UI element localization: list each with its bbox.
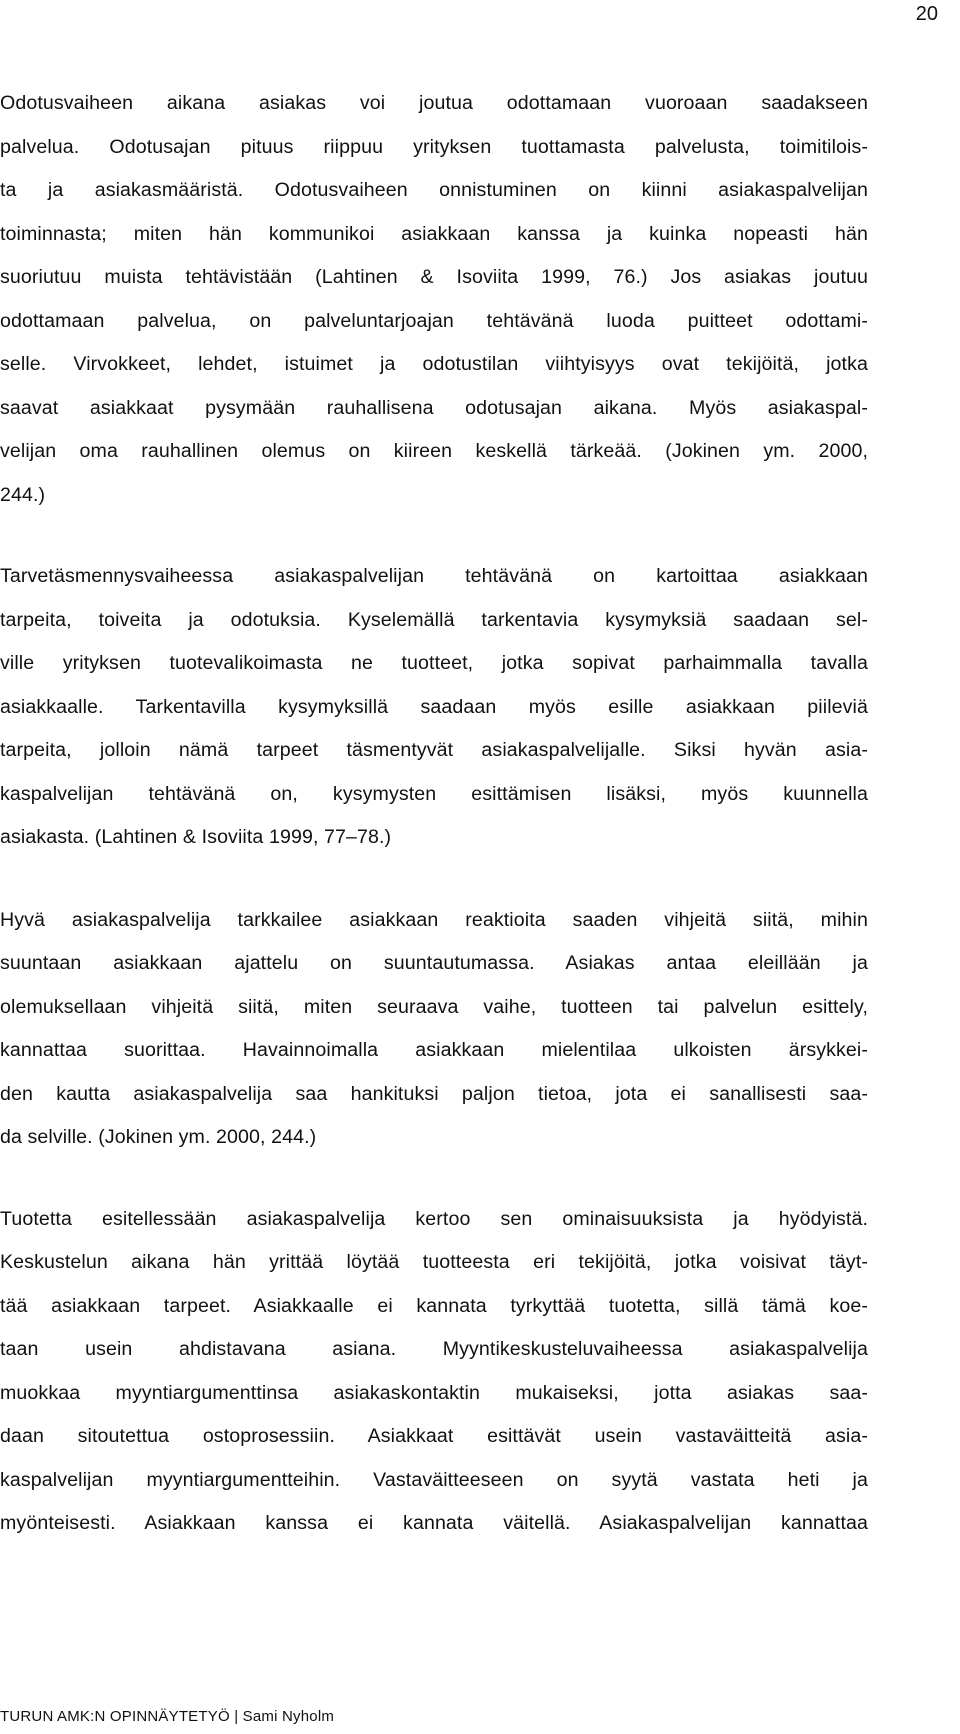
text-line: daan sitoutettua ostoprosessiin. Asiakkaat esittävät usein vastaväitteitä asia- (0, 1425, 868, 1447)
text-line: 244.) (0, 483, 46, 506)
paragraph-tarvetasmennys (0, 555, 868, 860)
text-line: asiakkaalle. Tarkentavilla kysymyksillä saadaan myös esille asiakkaan piileviä (0, 695, 868, 718)
paragraph-esittely (0, 1198, 868, 1546)
text-line: ville yrityksen tuotevalikoimasta ne tuotteet, jotka sopivat parhaimmalla tavalla (0, 652, 868, 674)
text-line: kaspalvelijan myyntiargumentteihin. Vastaväitteeseen on syytä vastata heti ja (0, 1468, 868, 1491)
text-line: odottamaan palvelua, on palveluntarjoajan tehtävänä luoda puitteet odottami- (0, 309, 868, 332)
text-line: Odotusvaiheen aikana asiakas voi joutua odottamaan vuoroaan saadakseen (0, 92, 868, 114)
paragraph-gap (0, 860, 868, 899)
text-line: toiminnasta; miten hän kommunikoi asiakkaan kanssa ja kuinka nopeasti hän (0, 222, 868, 245)
page-footer: TURUN AMK:N OPINNÄYTETYÖ | Sami Nyholm (0, 1708, 335, 1725)
text-line: velijan oma rauhallinen olemus on kiireen keskellä tärkeää. (Jokinen ym. 2000, (0, 440, 868, 462)
text-line: selle. Virvokkeet, lehdet, istuimet ja odotustilan viihtyisyys ovat tekijöitä, jotka (0, 353, 868, 375)
text-line: kaspalvelijan tehtävänä on, kysymysten esittämisen lisäksi, myös kuunnella (0, 782, 868, 805)
text-line: suoriutuu muista tehtävistään (Lahtinen & Isoviita 1999, 76.) Jos asiakas joutuu (0, 266, 868, 288)
text-line: asiakasta. (Lahtinen & Isoviita 1999, 77–78.) (0, 826, 392, 848)
text-line: Tuotetta esitellessään asiakaspalvelija kertoo sen ominaisuuksista ja hyödyistä. (0, 1207, 868, 1230)
paragraph-odotusvaihe (0, 82, 868, 517)
text-line: olemuksellaan vihjeitä siitä, miten seuraava vaihe, tuotteen tai palvelun esittely, (0, 995, 868, 1018)
text-line: muokkaa myyntiargumenttinsa asiakaskontaktin mukaiseksi, jotta asiakas saa- (0, 1381, 868, 1404)
text-line: suuntaan asiakkaan ajattelu on suuntautumassa. Asiakas antaa eleillään ja (0, 952, 868, 974)
text-line: kannattaa suorittaa. Havainnoimalla asiakkaan mielentilaa ulkoisten ärsykkei- (0, 1039, 868, 1061)
text-line: myönteisesti. Asiakkaan kanssa ei kannata väitellä. Asiakaspalvelijan kannattaa (0, 1512, 868, 1534)
text-line: saavat asiakkaat pysymään rauhallisena odotusajan aikana. Myös asiakaspal- (0, 396, 868, 419)
text-line: palvelua. Odotusajan pituus riippuu yrityksen tuottamasta palvelusta, toimitilois- (0, 135, 868, 158)
text-line: Tarvetäsmennysvaiheessa asiakaspalvelijan tehtävänä on kartoittaa asiakkaan (0, 565, 868, 587)
paragraph-tarkkailu (0, 899, 868, 1160)
text-line: ta ja asiakasmääristä. Odotusvaiheen onnistuminen on kiinni asiakaspalvelijan (0, 179, 868, 201)
text-line: da selville. (Jokinen ym. 2000, 244.) (0, 1126, 317, 1148)
text-line: tarpeita, toiveita ja odotuksia. Kyselemällä tarkentavia kysymyksiä saadaan sel- (0, 608, 868, 631)
paragraph-gap (0, 517, 868, 555)
paragraph-gap (0, 1160, 868, 1198)
document-body (0, 82, 868, 1546)
text-line: den kautta asiakaspalvelija saa hankituksi paljon tietoa, jota ei sanallisesti saa- (0, 1082, 868, 1105)
text-line: tää asiakkaan tarpeet. Asiakkaalle ei kannata tyrkyttää tuotetta, sillä tämä koe- (0, 1294, 868, 1317)
page-number: 20 (915, 3, 938, 25)
text-line: tarpeita, jolloin nämä tarpeet täsmentyvät asiakaspalvelijalle. Siksi hyvän asia- (0, 739, 868, 761)
text-line: Hyvä asiakaspalvelija tarkkailee asiakkaan reaktioita saaden vihjeitä siitä, mihin (0, 908, 868, 931)
text-line: Keskustelun aikana hän yrittää löytää tuotteesta eri tekijöitä, jotka voisivat täyt- (0, 1251, 868, 1273)
text-line: taan usein ahdistavana asiana. Myyntikeskusteluvaiheessa asiakaspalvelija (0, 1338, 868, 1360)
